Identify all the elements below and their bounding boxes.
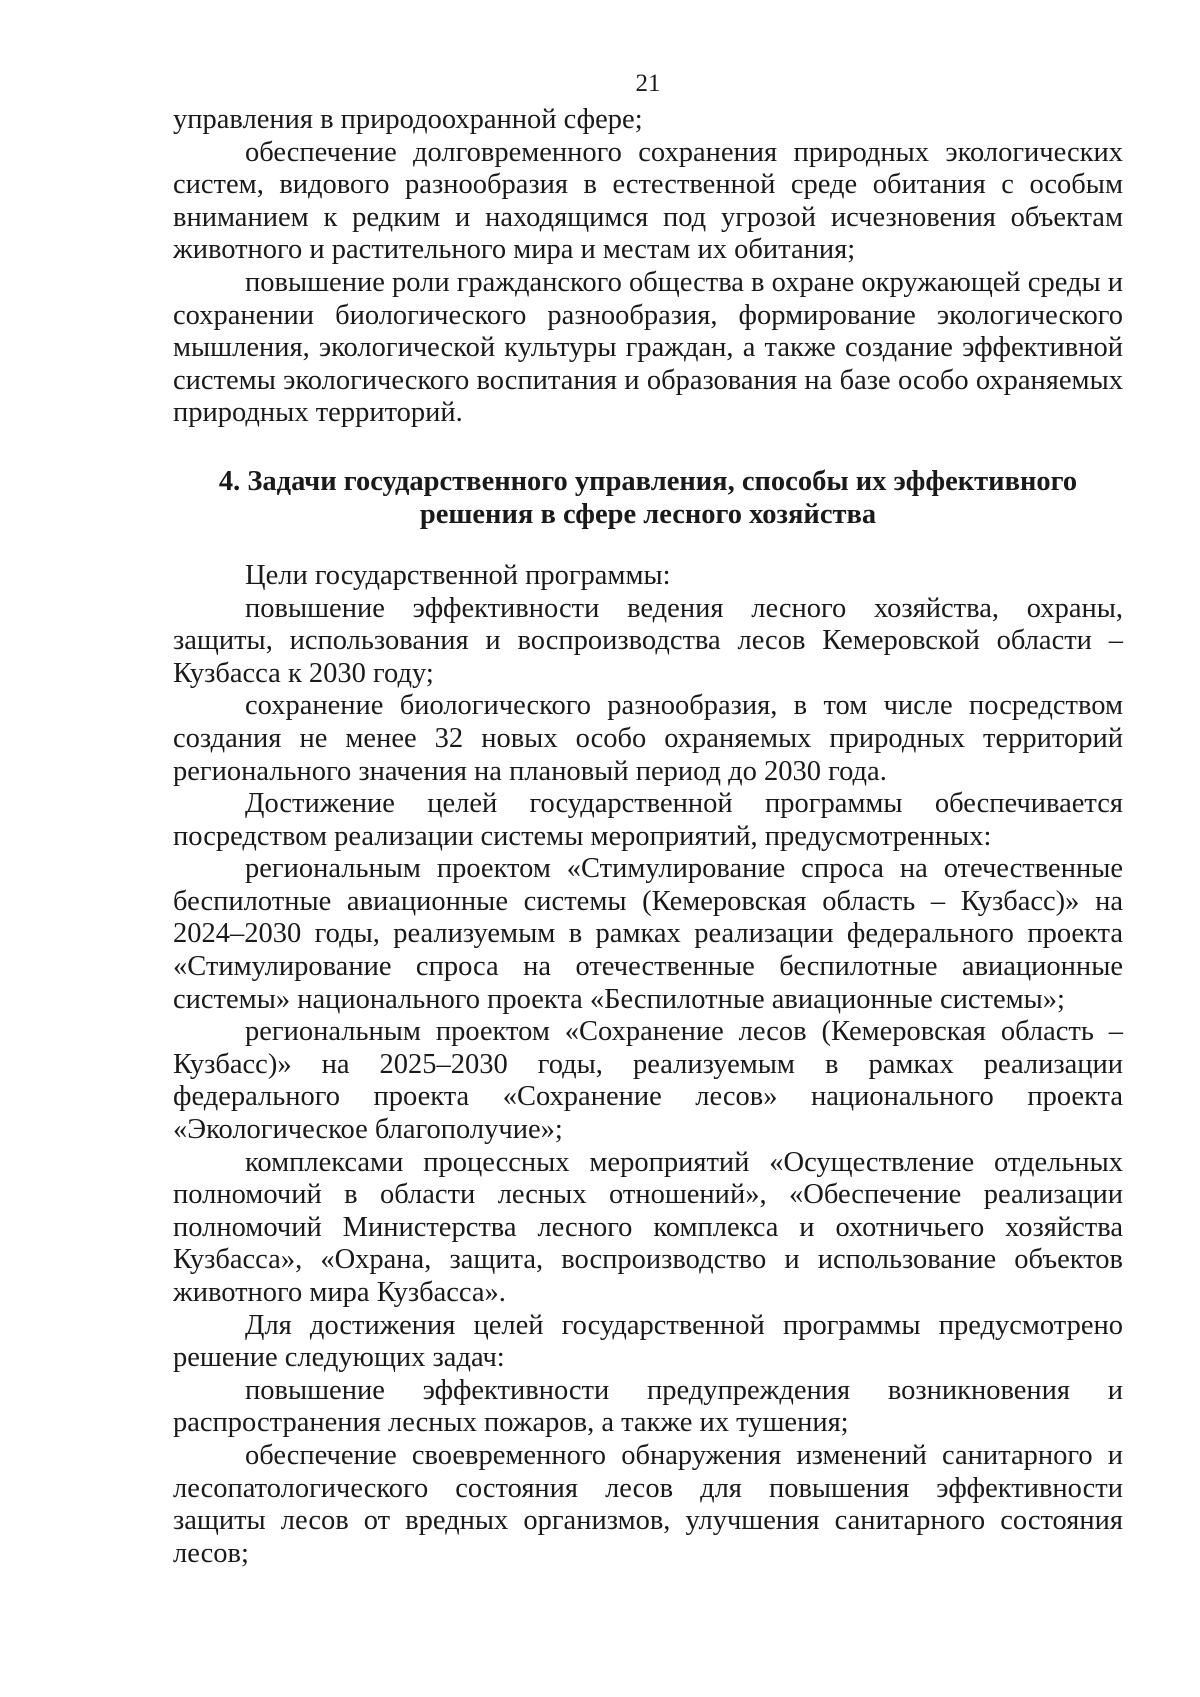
section-heading [173, 465, 1123, 531]
paragraph-continuation: управления в природоохранной сфере; [173, 104, 643, 135]
paragraph-goals-intro: Цели государственной программы: [245, 559, 671, 591]
paragraph-ecosystems: обеспечение долговременного сохранения природных экологических систем, видового разнообразия в естественной среде обитания с особым вниманием к редким и находящимся под угрозой исчезновения объектам животного и растительного мира и местам их обитания; [173, 136, 1123, 266]
paragraph-achievement: Достижение целей государственной программы обеспечивается посредством реализации системы мероприятий, предусмотренных: [173, 788, 1123, 852]
paragraph-tasks-intro: Для достижения целей государственной программы предусмотрено решение следующих задач: [173, 1309, 1123, 1374]
page-number: 21 [635, 70, 661, 97]
paragraph-project-forests: региональным проектом «Сохранение лесов (Кемеровская область – Кузбасс)» на 2025–2030 годы, реализуемым в рамках реализации федерального проекта «Сохранение лесов» национального проекта «Экологическое благополучие»; [173, 1016, 1123, 1146]
paragraph-task-sanitary: обеспечение своевременного обнаружения изменений санитарного и лесопатологического состояния лесов для повышения эффективности защиты лесов от вредных организмов, улучшения санитарного состояния лесов; [173, 1439, 1123, 1569]
document-page [173, 68, 1123, 1570]
paragraph-goal-efficiency: повышение эффективности ведения лесного хозяйства, охраны, защиты, использования и воспроизводства лесов Кемеровской области – Кузбасса к 2030 году; [173, 592, 1123, 689]
paragraph-task-fires: повышение эффективности предупреждения возникновения и распространения лесных пожаров, а также их тушения; [173, 1374, 1123, 1439]
paragraph-project-drones: региональным проектом «Стимулирование спроса на отечественные беспилотные авиационные системы (Кемеровская область – Кузбасс)» на 2024–2030 годы, реализуемым в рамках реализации федерального проекта «Стимулирование спроса на отечественные беспилотные авиационные системы» национального проекта «Беспилотные авиационные системы»; [173, 853, 1123, 1015]
paragraph-civil-society: повышение роли гражданского общества в охране окружающей среды и сохранении биологического разнообразия, формирование экологического мышления, экологической культуры граждан, а также создание эффективной системы экологического воспитания и образования на базе особо охраняемых природных территорий. [173, 266, 1124, 429]
section-heading-line2: решения в сфере лесного хозяйства [419, 498, 877, 530]
paragraph-process-complexes: комплексами процессных мероприятий «Осуществление отдельных полномочий в области лесных отношений», «Обеспечение реализации полномочий Министерства лесного комплекса и охотничьего хозяйства Кузбасса», «Охрана, защита, воспроизводство и использование объектов животного мира Кузбасса». [173, 1146, 1123, 1308]
paragraph-goal-biodiversity: сохранение биологического разнообразия, в том числе посредством создания не менее 32 новых особо охраняемых природных территорий регионального значения на плановый период до 2030 года. [173, 690, 1123, 787]
section-heading-line1: 4. Задачи государственного управления, способы их эффективного [218, 465, 1078, 497]
